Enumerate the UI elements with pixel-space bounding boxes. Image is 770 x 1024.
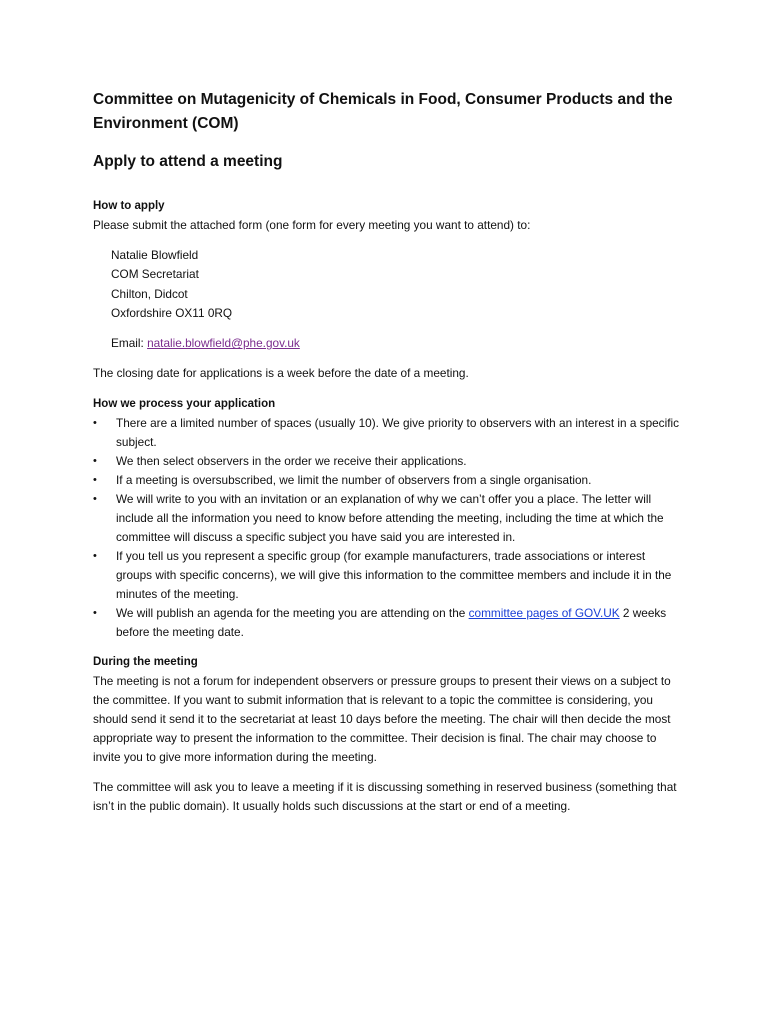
bullet-glyph: • xyxy=(93,607,97,620)
list-item xyxy=(93,452,683,471)
email-link[interactable]: natalie.blowfield@phe.gov.uk xyxy=(147,336,300,351)
address-line: COM Secretariat xyxy=(111,267,199,282)
bullet-text: There are a limited number of spaces (usually 10). We give priority to observers with an interest in a specific subject. xyxy=(116,416,680,450)
how-to-apply-intro: Please submit the attached form (one form for every meeting you want to attend) to: xyxy=(93,218,531,232)
bullet-glyph: • xyxy=(93,550,97,563)
bullet-text: We will write to you with an invitation or an explanation of why we can’t offer you a place. The letter will include all the information you need to know before attending the meeting, including the time at which the committee will discuss a specific subject you have said you are interested in. xyxy=(116,492,664,545)
address-line: Chilton, Didcot xyxy=(111,286,188,301)
email-line xyxy=(111,334,683,353)
how-to-apply-section xyxy=(93,197,683,383)
bullet-glyph: • xyxy=(93,417,97,430)
list-item xyxy=(93,547,683,604)
process-bullet-list xyxy=(93,414,683,642)
reserved-business-paragraph: The committee will ask you to leave a meeting if it is discussing something in reserved business (something that isn’t in the public domain). It usually holds such discussions at the start or end of a meeting. xyxy=(93,780,677,814)
govuk-committee-link[interactable]: committee pages of GOV.UK xyxy=(468,606,620,621)
during-meeting-section xyxy=(93,653,683,816)
address-line: Natalie Blowfield xyxy=(111,248,199,262)
postal-address xyxy=(111,246,683,323)
bullet-glyph: • xyxy=(93,455,97,468)
process-section xyxy=(93,395,683,642)
process-heading: How we process your application xyxy=(93,398,276,411)
list-item xyxy=(93,490,683,547)
list-item xyxy=(93,414,683,452)
bullet-text: If a meeting is oversubscribed, we limit the number of observers from a single organisation. xyxy=(116,473,592,488)
email-label: Email: xyxy=(111,336,148,351)
document-subtitle: Apply to attend a meeting xyxy=(93,153,283,170)
how-to-apply-heading: How to apply xyxy=(93,200,165,212)
bullet-glyph: • xyxy=(93,493,97,506)
during-meeting-paragraph: The meeting is not a forum for independent observers or pressure groups to present their views on a subject to the committee. If you want to submit information that is relevant to a topic the committee is considering, you should send it send it to the secretariat at least 10 days before the meeting. The chair will then decide the most appropriate way to present the information to the committee. Their decision is final. The chair may choose to invite you to give more information during the meeting. xyxy=(93,674,671,765)
bullet-text-before-link: We will publish an agenda for the meeting you are attending on the xyxy=(116,606,469,621)
bullet-glyph: • xyxy=(93,474,97,487)
bullet-text: If you tell us you represent a specific group (for example manufacturers, trade associations or interest groups with specific concerns), we will give this information to the committee members and include it in the minutes of the meeting. xyxy=(116,549,672,602)
bullet-text-after-link: 2 weeks before the meeting date. xyxy=(116,606,667,640)
closing-date-text: The closing date for applications is a week before the date of a meeting. xyxy=(93,366,469,381)
bullet-text: We then select observers in the order we receive their applications. xyxy=(116,454,467,469)
address-line: Oxfordshire OX11 0RQ xyxy=(111,305,233,320)
document-body xyxy=(93,88,683,816)
list-item xyxy=(93,471,683,490)
document-title: Committee on Mutagenicity of Chemicals in Food, Consumer Products and the Environment (COM) xyxy=(93,91,673,132)
during-meeting-heading: During the meeting xyxy=(93,656,198,669)
list-item xyxy=(93,604,683,642)
